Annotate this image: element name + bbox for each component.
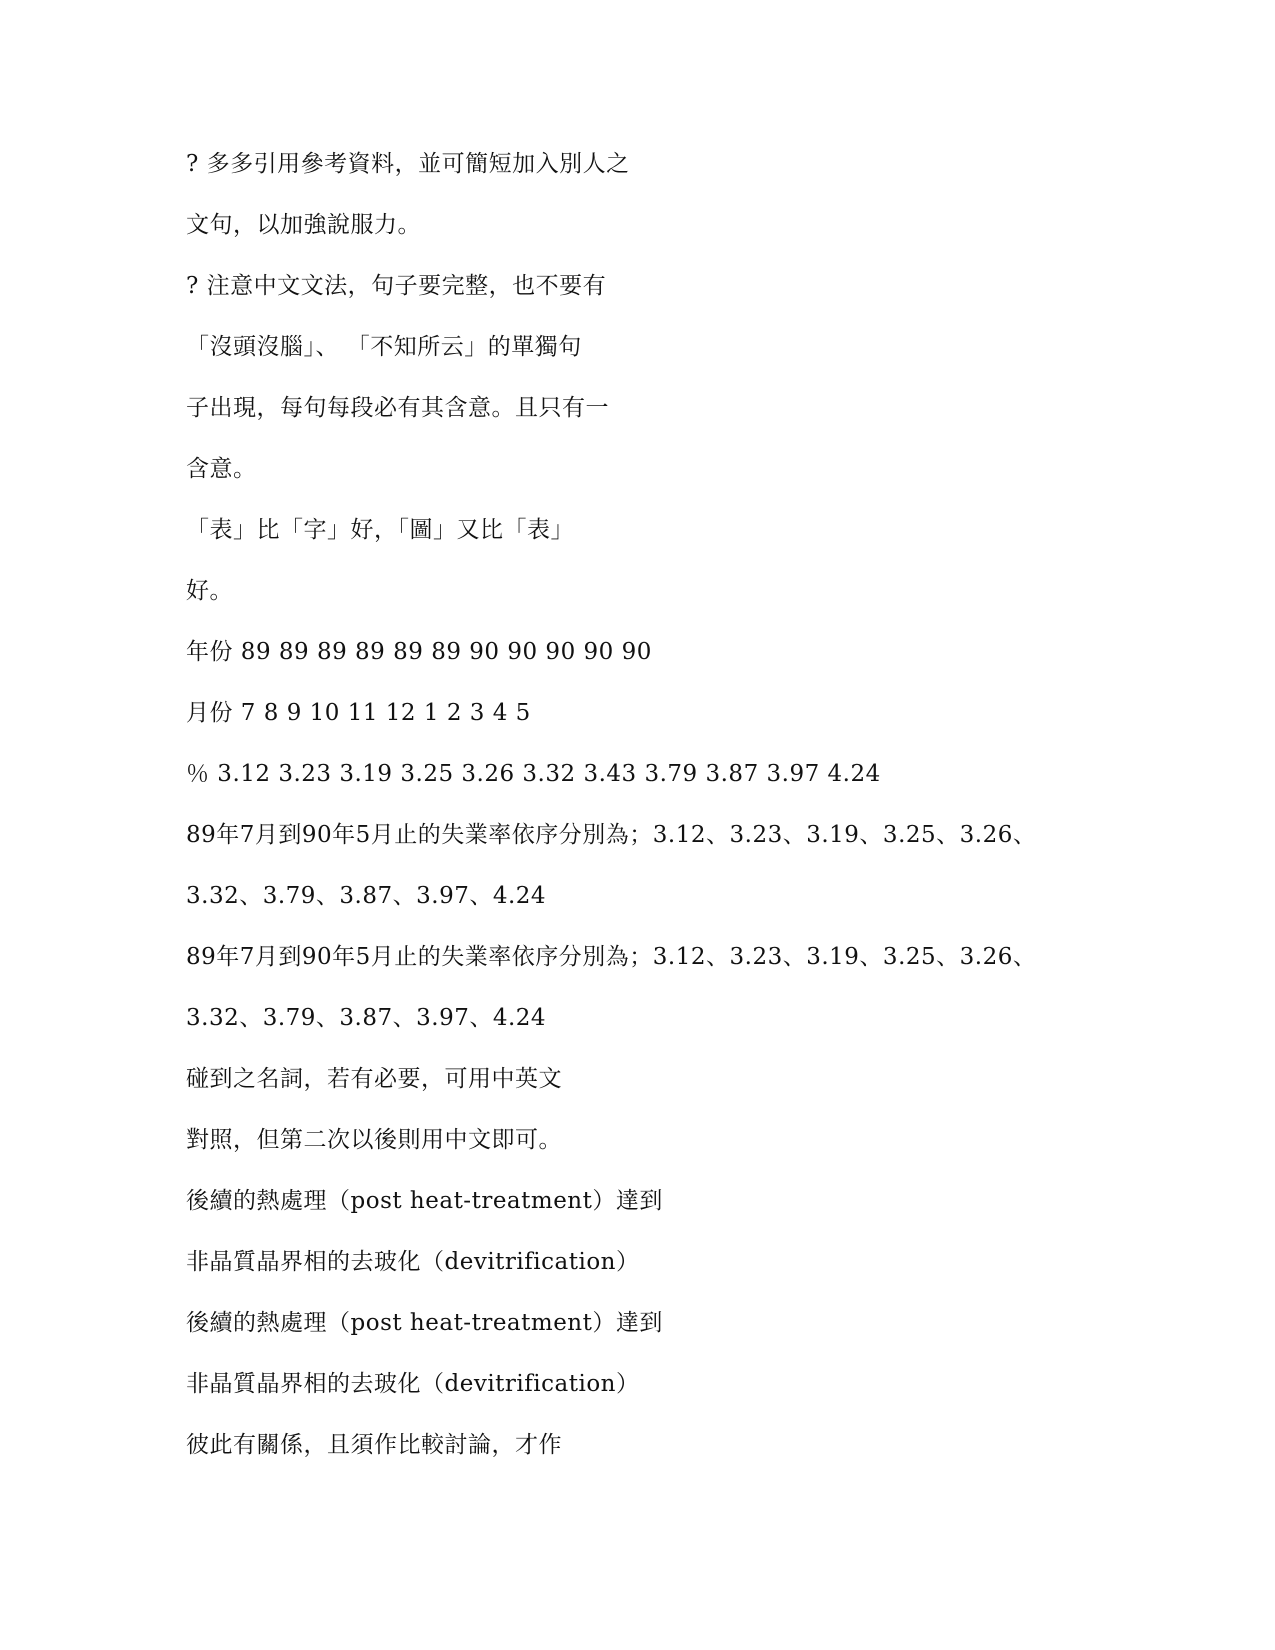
text-line: 含意。 [186, 456, 257, 482]
text-body [186, 146, 1036, 1488]
month-row: 月份 7 8 9 10 11 12 1 2 3 4 5 [186, 700, 531, 726]
text-line: 碰到之名詞，若有必要，可用中英文 [186, 1066, 562, 1092]
text-line: 89年7月到90年5月止的失業率依序分別為；3.12、3.23、3.19、3.25、3.26、 [186, 822, 1037, 848]
text-line: 彼此有關係，且須作比較討論，才作 [186, 1432, 562, 1458]
text-line: ? 注意中文文法，句子要完整，也不要有 [186, 273, 607, 299]
text-line: 文句，以加強說服力。 [186, 212, 421, 238]
text-line: 子出現，每句每段必有其含意。且只有一 [186, 395, 609, 421]
year-row: 年份 89 89 89 89 89 89 90 90 90 90 90 [186, 639, 652, 665]
text-line: 89年7月到90年5月止的失業率依序分別為；3.12、3.23、3.19、3.25、3.26、 [186, 944, 1037, 970]
text-line: ? 多多引用參考資料，並可簡短加入別人之 [186, 151, 630, 177]
text-line: 「沒頭沒腦」、 「不知所云」的單獨句 [186, 334, 582, 360]
text-line: 後續的熱處理（post heat-treatment）達到 [186, 1310, 663, 1336]
text-line: 好。 [186, 578, 233, 604]
text-line: 3.32、3.79、3.87、3.97、4.24 [186, 1005, 547, 1031]
percent-row: ％ 3.12 3.23 3.19 3.25 3.26 3.32 3.43 3.79 3.87 3.97 4.24 [186, 761, 881, 787]
text-line: 3.32、3.79、3.87、3.97、4.24 [186, 883, 547, 909]
text-line: 後續的熱處理（post heat-treatment）達到 [186, 1188, 663, 1214]
text-line: 「表」比「字」好，「圖」又比「表」 [186, 517, 574, 543]
text-line: 非晶質晶界相的去玻化（devitrification） [186, 1371, 640, 1397]
text-line: 對照，但第二次以後則用中文即可。 [186, 1127, 562, 1153]
text-line: 非晶質晶界相的去玻化（devitrification） [186, 1249, 640, 1275]
